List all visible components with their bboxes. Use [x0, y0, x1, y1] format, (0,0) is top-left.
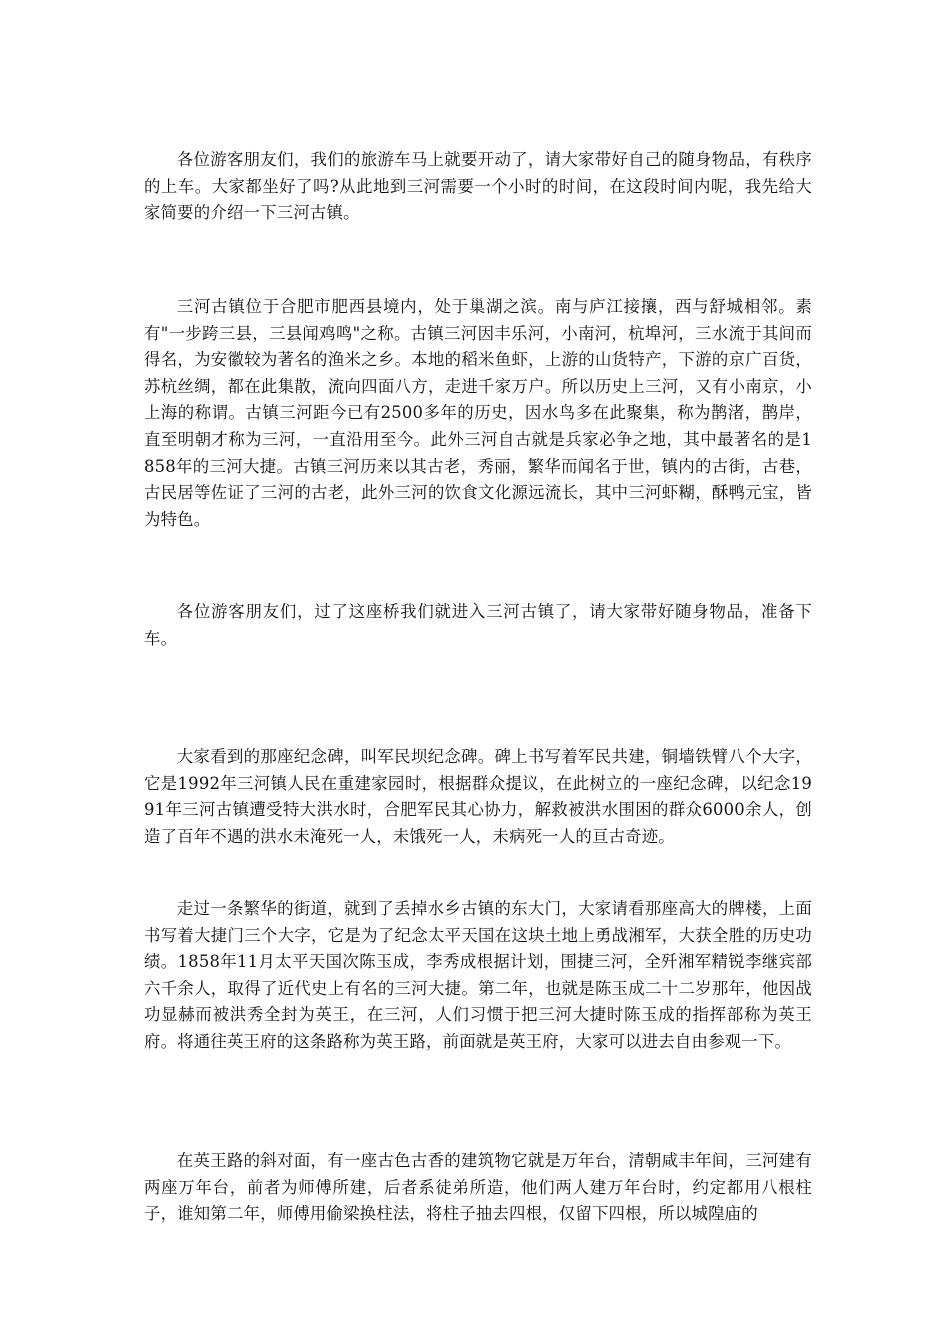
paragraph-town-introduction: 三河古镇位于合肥市肥西县境内，处于巢湖之滨。南与庐江接攘，西与舒城相邻。素有"一步跨三县，三县闻鸡鸣"之称。古镇三河因丰乐河，小南河，杭埠河，三水流于其间而得名，为安徽较为著名的渔米之乡。本地的稻米鱼虾，上游的山货特产，下游的京广百货，苏杭丝绸，都在此集散，流向四面八方，走进千家万户。所以历史上三河，又有小南京，小上海的称谓。古镇三河距今已有2500多年的历史，因水鸟多在此聚集，称为鹊渚，鹊岸，直至明朝才称为三河，一直沿用至今。此外三河自古就是兵家必争之地，其中最著名的是1858年的三河大捷。古镇三河历来以其古老，秀丽，繁华而闻名于世，镇内的古街，古巷，古民居等佐证了三河的古老，此外三河的饮食文化源远流长，其中三河虾糊，酥鸭元宝，皆为特色。 [144, 297, 812, 529]
paragraph-victory-gate: 走过一条繁华的街道，就到了丢掉水乡古镇的东大门，大家请看那座高大的牌楼，上面书写着大捷门三个大字，它是为了纪念太平天国在这块土地上勇战湘军，大获全胜的历史功绩。1858年11月太平天国次陈玉成，李秀成根据计划，围捷三河，全歼湘军精锐李继宾部六千余人，取得了近代史上有名的三河大捷。第二年，也就是陈玉成二十二岁那年，他因战功显赫而被洪秀全封为英王，在三河，人们习惯于把三河大捷时陈玉成的指挥部称为英王府。将通往英王府的这条路称为英王路，前面就是英王府，大家可以进去自由参观一下。 [144, 899, 812, 1051]
paragraph-wannian-stage: 在英王路的斜对面，有一座古色古香的建筑物它就是万年台，清朝咸丰年间，三河建有两座万年台，前者为师傅所建，后者系徒弟所造，他们两人建万年台时，约定都用八根柱子，谁知第二年，师傅用偷梁换柱法，将柱子抽去四根，仅留下四根，所以城隍庙的 [144, 1151, 812, 1224]
paragraph-monument: 大家看到的那座纪念碑，叫军民坝纪念碑。碑上书写着军民共建，铜墙铁臂八个大字，它是1992年三河镇人民在重建家园时，根据群众提议，在此树立的一座纪念碑，以纪念1991年三河古镇遭受特大洪水时，合肥军民其心协力，解救被洪水围困的群众6000余人，创造了百年不遇的洪水未淹死一人，未饿死一人，未病死一人的亘古奇迹。 [144, 747, 812, 846]
paragraph-departure: 各位游客朋友们，我们的旅游车马上就要开动了，请大家带好自己的随身物品，有秩序的上车。大家都坐好了吗?从此地到三河需要一个小时的时间，在这段时间内呢，我先给大家简要的介绍一下三河古镇。 [144, 150, 812, 223]
paragraph-bridge-arrival: 各位游客朋友们，过了这座桥我们就进入三河古镇了，请大家带好随身物品，准备下车。 [144, 602, 812, 648]
